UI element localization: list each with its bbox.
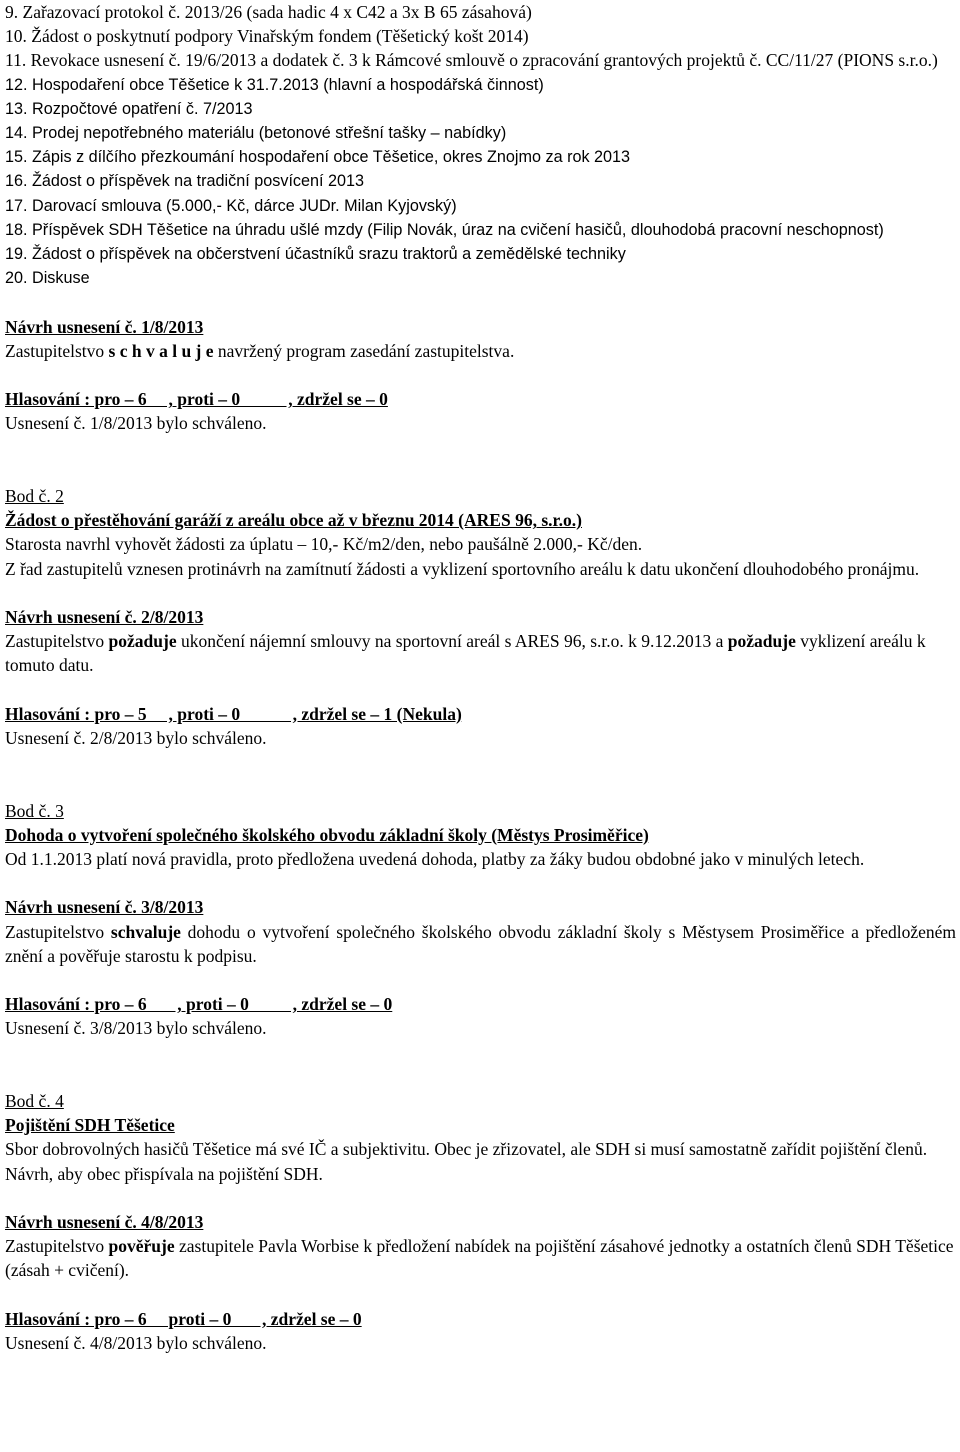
resolution-verb: schvaluje	[110, 921, 181, 942]
program-item-13: 13. Rozpočtové opatření č. 7/2013	[5, 99, 253, 118]
program-item-16: 16. Žádost o příspěvek na tradiční posvícení 2013	[5, 172, 365, 191]
vote-line: Hlasování : pro – 6 , proti – 0 , zdržel se – 0	[5, 389, 388, 410]
resolution-verb: s c h v a l u j e	[108, 340, 214, 361]
program-item-15: 15. Zápis z dílčího přezkoumání hospodaření obce Těšetice, okres Znojmo za rok 2013	[5, 148, 631, 167]
section-title: Pojištění SDH Těšetice	[5, 1115, 175, 1136]
resolution-text: Zastupitelstvo schvaluje dohodu o vytvoření společného školského obvodu základní školy s Městysem Prosiměřice a předloženém znění a pověřuje starostu k podpisu.	[5, 921, 957, 966]
program-item-19: 19. Žádost o příspěvek na občerstvení účastníků srazu traktorů a zemědělské techniky	[5, 245, 626, 264]
vote-line: Hlasování : pro – 6 , proti – 0 , zdržel se – 0	[5, 994, 393, 1015]
resolution-verb: požaduje	[727, 631, 796, 652]
resolution-1	[5, 315, 956, 436]
paragraph: Starosta navrhl vyhovět žádosti za úplatu – 10,- Kč/m2/den, nebo paušálně 2.000,- Kč/den.	[5, 534, 643, 555]
resolution-heading: Návrh usnesení č. 3/8/2013	[5, 897, 204, 918]
resolution-verb: pověřuje	[108, 1236, 175, 1257]
paragraph: Od 1.1.2013 platí nová pravidla, proto předložena uvedená dohoda, platby za žáky budou obdobné jako v minulých letech.	[5, 848, 865, 869]
program-item-9: 9. Zařazovací protokol č. 2013/26 (sada hadic 4 x C42 a 3x B 65 zásahová)	[5, 2, 532, 22]
section-bod-4	[5, 1089, 956, 1355]
section-title: Dohoda o vytvoření společného školského obvodu základní školy (Městys Prosiměřice)	[5, 824, 649, 845]
program-item-12: 12. Hospodaření obce Těšetice k 31.7.2013 (hlavní a hospodářská činnost)	[5, 75, 544, 94]
program-item-18: 18. Příspěvek SDH Těšetice na úhradu ušlé mzdy (Filip Novák, úraz na cvičení hasičů, dlouhodobá pracovní neschopnost)	[5, 220, 884, 239]
section-title: Žádost o přestěhování garáží z areálu obce až v březnu 2014 (ARES 96, s.r.o.)	[5, 510, 582, 531]
section-label: Bod č. 2	[5, 486, 64, 506]
section-label: Bod č. 4	[5, 1090, 64, 1111]
program-list	[5, 0, 956, 290]
resolution-result: Usnesení č. 2/8/2013 bylo schváleno.	[5, 728, 267, 748]
resolution-result: Usnesení č. 4/8/2013 bylo schváleno.	[5, 1332, 267, 1353]
resolution-text: Zastupitelstvo s c h v a l u j e navržený program zasedání zastupitelstva.	[5, 340, 515, 361]
resolution-text: Zastupitelstvo pověřuje zastupitele Pavla Worbise k předložení nabídek na pojištění zásahové jednotky a ostatních členů SDH Těšetice (zásah + cvičení).	[5, 1236, 954, 1281]
resolution-result: Usnesení č. 3/8/2013 bylo schváleno.	[5, 1018, 267, 1039]
section-label: Bod č. 3	[5, 800, 64, 821]
vote-line: Hlasování : pro – 5 , proti – 0 , zdržel se – 1 (Nekula)	[5, 703, 462, 724]
resolution-result: Usnesení č. 1/8/2013 bylo schváleno.	[5, 413, 267, 434]
resolution-verb: požaduje	[108, 631, 177, 652]
program-item-14: 14. Prodej nepotřebného materiálu (betonové střešní tašky – nabídky)	[5, 124, 507, 143]
program-item-10: 10. Žádost o poskytnutí podpory Vinařským fondem (Těšetický košt 2014)	[5, 26, 529, 47]
section-bod-3	[5, 799, 956, 1041]
paragraph: Sbor dobrovolných hasičů Těšetice má své IČ a subjektivitu. Obec je zřizovatel, ale SDH si musí samostatně zařídit pojištění členů. Návrh, aby obec přispívala na pojištění SDH.	[5, 1139, 928, 1184]
resolution-text: Zastupitelstvo požaduje ukončení nájemní smlouvy na sportovní areál s ARES 96, s.r.o. k 9.12.2013 a požaduje vyklizení areálu k tomuto datu.	[5, 631, 926, 676]
resolution-heading: Návrh usnesení č. 2/8/2013	[5, 607, 204, 627]
vote-line: Hlasování : pro – 6 proti – 0 , zdržel se – 0	[5, 1308, 362, 1329]
program-item-20: 20. Diskuse	[5, 269, 90, 288]
section-bod-2	[5, 484, 956, 750]
resolution-heading: Návrh usnesení č. 1/8/2013	[5, 316, 204, 337]
resolution-heading: Návrh usnesení č. 4/8/2013	[5, 1211, 204, 1232]
paragraph: Z řad zastupitelů vznesen protinávrh na zamítnutí žádosti a vyklizení sportovního areálu k datu ukončení dlouhodobého pronájmu.	[5, 558, 920, 579]
program-item-11: 11. Revokace usnesení č. 19/6/2013 a dodatek č. 3 k Rámcové smlouvě o zpracování grantových projektů č. CC/11/27 (PIONS s.r.o.)	[5, 50, 938, 71]
program-item-17: 17. Darovací smlouva (5.000,- Kč, dárce JUDr. Milan Kyjovský)	[5, 196, 457, 215]
